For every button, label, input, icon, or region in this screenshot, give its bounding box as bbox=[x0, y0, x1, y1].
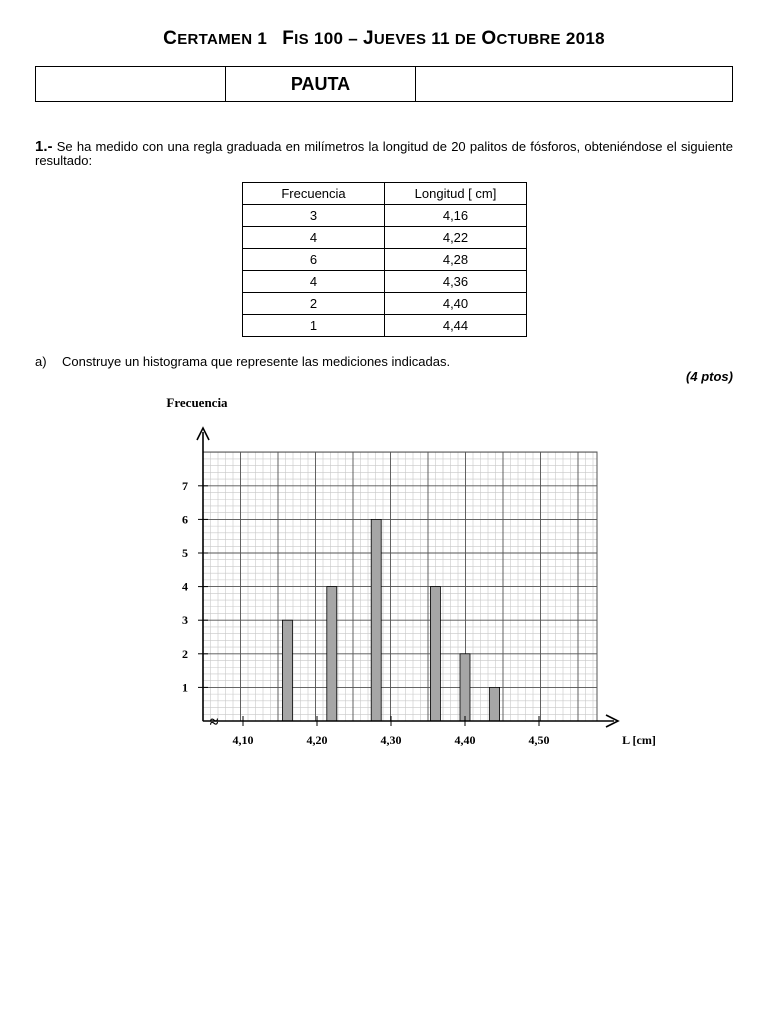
header-box bbox=[35, 66, 733, 102]
histogram-bar bbox=[430, 587, 440, 721]
table-cell: 4,44 bbox=[385, 315, 527, 337]
table-cell: 4,16 bbox=[385, 205, 527, 227]
axis-break-symbol: ≈ bbox=[209, 714, 219, 731]
part-a-text: Construye un histograma que represente las mediciones indicadas. bbox=[62, 354, 451, 369]
header-box-left-cell bbox=[36, 67, 226, 102]
header-box-right-cell bbox=[416, 67, 733, 102]
exam-title: CERTAMEN 1 FIS 100 – JUEVES 11 DE OCTUBRE 2018 bbox=[163, 28, 605, 49]
question-number: 1.- bbox=[35, 138, 53, 155]
histogram-bar bbox=[327, 587, 337, 721]
y-tick-label: 5 bbox=[182, 546, 188, 560]
table-cell: 4,36 bbox=[385, 271, 527, 293]
y-tick-label: 6 bbox=[182, 512, 188, 527]
histogram-bar bbox=[371, 519, 381, 721]
part-a-label: a) bbox=[35, 354, 47, 369]
table-cell: 4,40 bbox=[385, 293, 527, 315]
histogram-bar bbox=[282, 620, 292, 721]
y-tick-label: 1 bbox=[182, 680, 188, 695]
table-row bbox=[243, 293, 527, 315]
table-header-cell: Longitud [ cm] bbox=[385, 183, 527, 205]
x-tick-label: 4,10 bbox=[232, 733, 254, 747]
x-tick-label: 4,30 bbox=[380, 733, 402, 747]
table-cell: 4,22 bbox=[385, 227, 527, 249]
pauta-label: PAUTA bbox=[226, 67, 416, 102]
table-cell: 1 bbox=[243, 315, 385, 337]
x-axis-title: L [cm] bbox=[622, 733, 656, 747]
table-cell: 6 bbox=[243, 249, 385, 271]
y-tick-label: 4 bbox=[182, 579, 188, 594]
table-cell: 2 bbox=[243, 293, 385, 315]
y-tick-label: 2 bbox=[182, 646, 188, 661]
y-tick-label: 3 bbox=[182, 613, 188, 628]
y-tick-label: 7 bbox=[182, 478, 188, 493]
table-row bbox=[243, 249, 527, 271]
histogram-chart bbox=[0, 380, 768, 760]
table-row bbox=[243, 315, 527, 337]
points-label: (4 ptos) bbox=[686, 369, 733, 384]
table-cell: 4 bbox=[243, 227, 385, 249]
x-tick-label: 4,20 bbox=[306, 733, 328, 747]
table-row bbox=[243, 271, 527, 293]
table-cell: 4,28 bbox=[385, 249, 527, 271]
histogram-bar bbox=[490, 687, 500, 721]
table-cell: 3 bbox=[243, 205, 385, 227]
y-axis-title: Frecuencia bbox=[166, 395, 228, 410]
question-text: Se ha medido con una regla graduada en milímetros la longitud de 20 palitos de fósforos, obteniéndose el siguiente resultado: bbox=[35, 139, 734, 168]
histogram-svg bbox=[0, 380, 768, 760]
table-cell: 4 bbox=[243, 271, 385, 293]
table-header-row bbox=[243, 183, 527, 205]
table-row bbox=[243, 205, 527, 227]
question-1 bbox=[35, 140, 733, 168]
histogram-bar bbox=[460, 654, 470, 721]
question-part-a bbox=[35, 354, 450, 369]
table-row bbox=[243, 227, 527, 249]
x-tick-label: 4,40 bbox=[454, 733, 476, 747]
measurements-table bbox=[242, 182, 527, 337]
x-tick-label: 4,50 bbox=[528, 733, 550, 747]
table-header-cell: Frecuencia bbox=[243, 183, 385, 205]
